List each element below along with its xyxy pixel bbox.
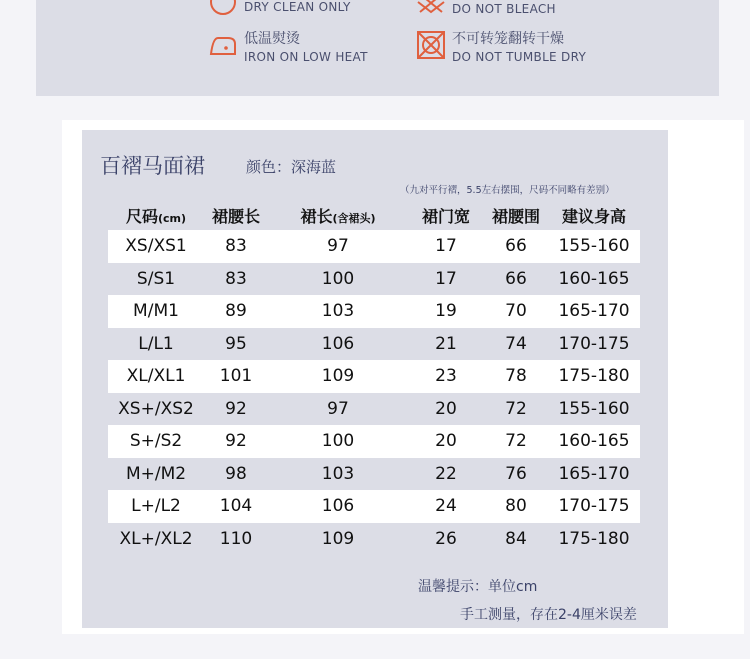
cell-size: XS/XS1 [125,236,187,257]
header-suggested-height: 建议身高 [561,206,626,226]
size-note: （九对平行褶，5.5左右摆围，尺码不同略有差别） [400,185,615,196]
cell-front-width: 19 [435,301,457,322]
cell-front-width: 17 [435,236,457,257]
iron-icon [208,30,238,60]
cell-skirt-length: 106 [321,496,355,517]
cell-size: L/L1 [138,333,174,354]
footer-unit-note: 温馨提示：单位cm [418,579,538,595]
care-item-no-tumble-dry [416,30,586,66]
cell-size: S/S1 [136,268,176,289]
header-waist-circumference: 裙腰围 [491,206,540,226]
cell-waist-circumference: 72 [505,398,527,419]
cell-front-width: 21 [435,333,457,354]
cell-waist-length: 110 [219,528,253,549]
care-label-zh: 不可转笼翻转干燥 [452,31,564,47]
cell-skirt-length: 97 [327,398,349,419]
cell-size: S+/S2 [129,431,183,452]
cell-waist-length: 92 [225,398,247,419]
care-label-en: DRY CLEAN ONLY [244,0,351,14]
table-row [108,425,640,458]
cell-size: XL+/XL2 [119,528,193,549]
table-row [108,295,640,328]
footer-error-note: 手工测量，存在2-4厘米误差 [460,607,637,623]
table-header-row [108,200,640,230]
cell-skirt-length: 100 [321,431,355,452]
care-label-en: DO NOT BLEACH [452,2,556,16]
cell-suggested-height: 165-170 [558,301,630,322]
cell-waist-length: 95 [225,333,247,354]
cell-waist-length: 89 [225,301,247,322]
cell-size: M/M1 [133,301,179,322]
cell-skirt-length: 103 [321,301,355,322]
table-row [108,360,640,393]
cell-waist-circumference: 78 [505,366,527,387]
table-row [108,263,640,296]
cell-suggested-height: 165-170 [558,463,630,484]
cell-skirt-length: 103 [321,463,355,484]
cell-waist-circumference: 76 [505,463,527,484]
cell-suggested-height: 170-175 [558,496,630,517]
cell-waist-length: 92 [225,431,247,452]
cell-waist-circumference: 70 [505,301,527,322]
header-waist-length: 裙腰长 [211,206,260,226]
header-skirt-length: 裙长(含裙头) [300,206,376,226]
table-row [108,230,640,263]
product-title: 百褶马面裙 [100,154,205,178]
no-bleach-icon [416,0,446,24]
table-body [108,230,640,555]
header-front-width: 裙门宽 [421,206,470,226]
cell-front-width: 17 [435,268,457,289]
cell-waist-length: 101 [219,366,253,387]
cell-waist-circumference: 84 [505,528,527,549]
cell-suggested-height: 155-160 [558,236,630,257]
no-tumble-dry-icon [416,30,446,60]
cell-front-width: 20 [435,431,457,452]
color-label: 颜色：深海蓝 [246,158,337,176]
cell-waist-circumference: 74 [505,333,527,354]
cell-waist-circumference: 66 [505,268,527,289]
table-row [108,523,640,556]
cell-suggested-height: 170-175 [558,333,630,354]
cell-front-width: 24 [435,496,457,517]
header-size: 尺码(cm) [125,206,187,226]
size-table [108,200,640,555]
cell-skirt-length: 109 [321,528,355,549]
dry-clean-icon [208,0,238,24]
cell-front-width: 22 [435,463,457,484]
cell-waist-circumference: 80 [505,496,527,517]
cell-skirt-length: 109 [321,366,355,387]
cell-size: XL/XL1 [126,366,186,387]
cell-waist-length: 83 [225,236,247,257]
cell-suggested-height: 155-160 [558,398,630,419]
cell-suggested-height: 160-165 [558,268,630,289]
cell-waist-length: 83 [225,268,247,289]
cell-size: L+/L2 [131,496,181,517]
care-label-en: DO NOT TUMBLE DRY [452,50,587,64]
cell-skirt-length: 100 [321,268,355,289]
cell-front-width: 23 [435,366,457,387]
table-row [108,328,640,361]
care-item-dry-clean [208,0,351,24]
cell-skirt-length: 97 [327,236,349,257]
cell-front-width: 20 [435,398,457,419]
care-instructions-panel [36,0,719,96]
cell-suggested-height: 175-180 [558,366,630,387]
cell-skirt-length: 106 [321,333,355,354]
care-item-low-heat-iron [208,30,368,66]
care-label-zh: 低温熨烫 [244,31,300,47]
cell-size: M+/M2 [125,463,187,484]
cell-front-width: 26 [435,528,457,549]
cell-waist-circumference: 66 [505,236,527,257]
cell-waist-length: 104 [219,496,253,517]
table-row [108,490,640,523]
table-row [108,393,640,426]
care-label-en: IRON ON LOW HEAT [244,50,368,64]
cell-size: XS+/XS2 [118,398,194,419]
cell-suggested-height: 175-180 [558,528,630,549]
cell-waist-circumference: 72 [505,431,527,452]
care-item-no-bleach [416,0,556,24]
table-row [108,458,640,491]
cell-suggested-height: 160-165 [558,431,630,452]
cell-waist-length: 98 [225,463,247,484]
